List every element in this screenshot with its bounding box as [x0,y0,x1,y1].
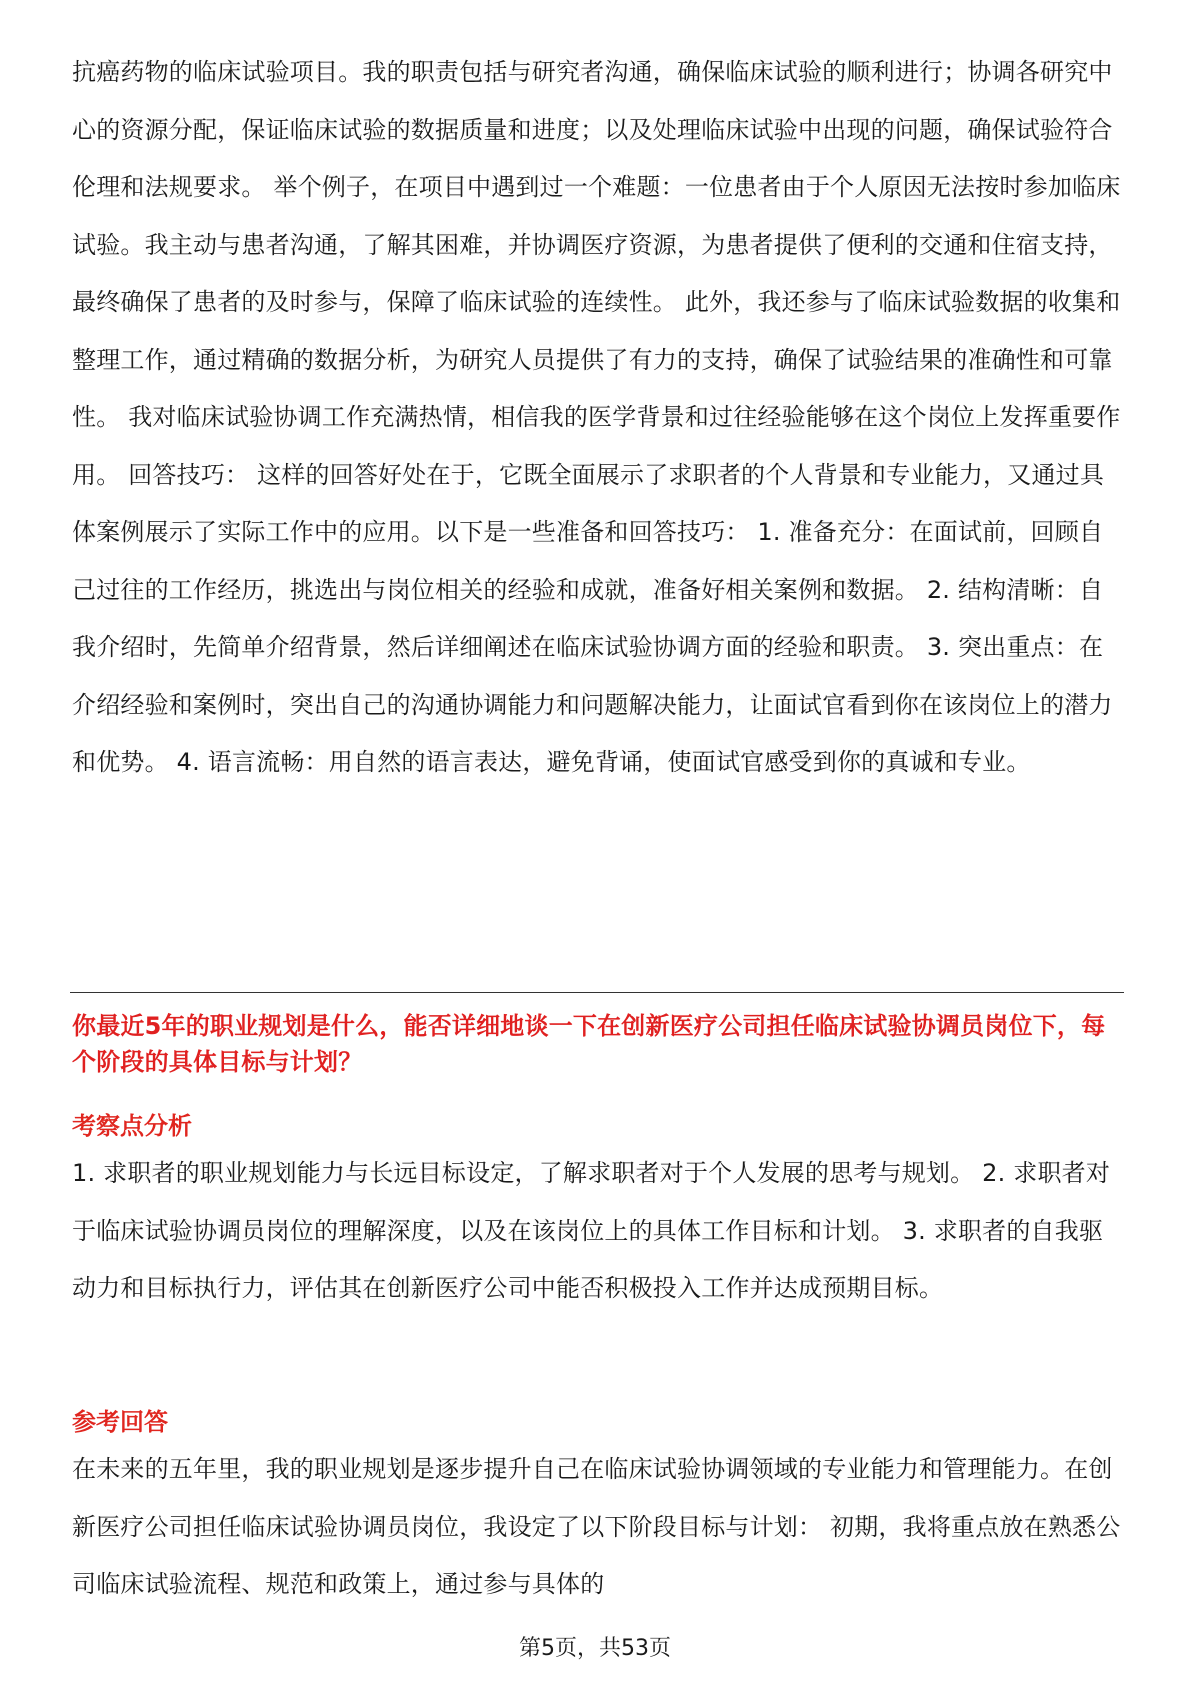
section-divider [70,992,1124,993]
answer-paragraph: 在未来的五年里，我的职业规划是逐步提升自己在临床试验协调领域的专业能力和管理能力。在创新医疗公司担任临床试验协调员岗位，我设定了以下阶段目标与计划： 初期，我将重点放在熟悉公司临床试验流程、规范和政策上，通过参与具体的 [72,1455,1121,1598]
analysis-heading: 考察点分析 [72,1112,192,1140]
analysis-paragraph: 1. 求职者的职业规划能力与长远目标设定，了解求职者对于个人发展的思考与规划。 2. 求职者对于临床试验协调员岗位的理解深度，以及在该岗位上的具体工作目标和计划。 3. 求职者的自我驱动力和目标执行力，评估其在创新医疗公司中能否积极投入工作并达成预期目标。 [72,1159,1111,1302]
page-number-footer: 第5页，共53页 [519,1636,671,1661]
interview-question: 你最近5年的职业规划是什么，能否详细地谈一下在创新医疗公司担任临床试验协调员岗位下，每个阶段的具体目标与计划？ [72,1012,1106,1076]
body-paragraph-continuation: 抗癌药物的临床试验项目。我的职责包括与研究者沟通，确保临床试验的顺利进行；协调各研究中心的资源分配，保证临床试验的数据质量和进度；以及处理临床试验中出现的问题，确保试验符合伦理和法规要求。 举个例子，在项目中遇到过一个难题：一位患者由于个人原因无法按时参加临床试验。我主动与患者沟通，了解其困难，并协调医疗资源，为患者提供了便利的交通和住宿支持，最终确保了患者的及时参与，保障了临床试验的连续性。 此外，我还参与了临床试验数据的收集和整理工作，通过精确的数据分析，为研究人员提供了有力的支持，确保了试验结果的准确性和可靠性。 我对临床试验协调工作充满热情，相信我的医学背景和过往经验能够在这个岗位上发挥重要作用。 回答技巧： 这样的回答好处在于，它既全面展示了求职者的个人背景和专业能力，又通过具体案例展示了实际工作中的应用。以下是一些准备和回答技巧： 1. 准备充分：在面试前，回顾自己过往的工作经历，挑选出与岗位相关的经验和成就，准备好相关案例和数据。 2. 结构清晰：自我介绍时，先简单介绍背景，然后详细阐述在临床试验协调方面的经验和职责。 3. 突出重点：在介绍经验和案例时，突出自己的沟通协调能力和问题解决能力，让面试官看到你在该岗位上的潜力和优势。 4. 语言流畅：用自然的语言表达，避免背诵，使面试官感受到你的真诚和专业。 [72,58,1121,776]
answer-heading: 参考回答 [72,1408,168,1436]
